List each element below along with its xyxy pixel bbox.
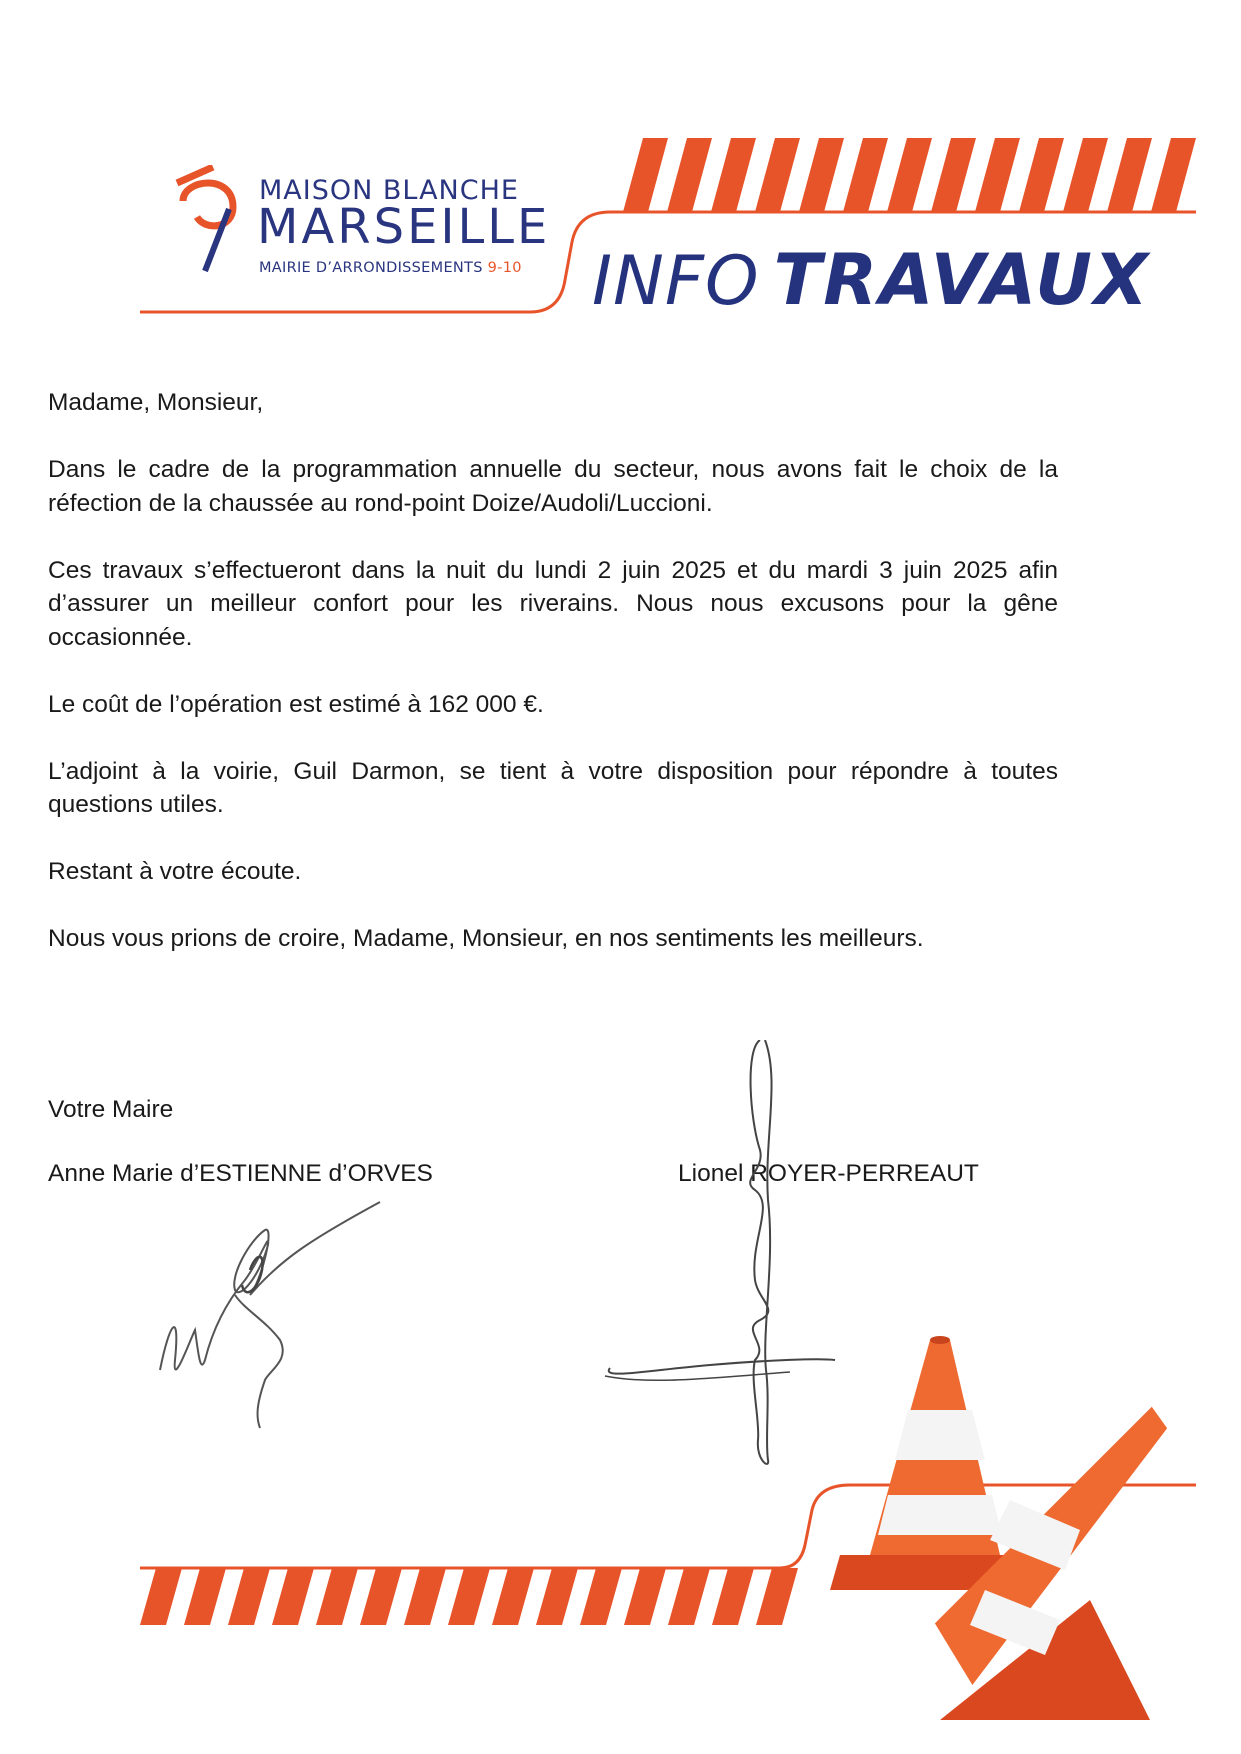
logo-subtitle xyxy=(259,260,522,276)
letter-body xyxy=(48,386,1058,989)
paragraph-contact: L’adjoint à la voirie, Guil Darmon, se tient à votre disposition pour répondre à toutes questions utiles. xyxy=(48,757,1058,818)
logo-city-name: MARSEILLE xyxy=(257,199,551,255)
paragraph-listening: Restant à votre écoute. xyxy=(48,858,302,885)
logo-subtitle-text: MAIRIE D’ARRONDISSEMENTS xyxy=(259,260,488,276)
nine-ten-logo-icon xyxy=(175,165,245,275)
banner-info-text: INFO xyxy=(592,242,760,321)
logo-subtitle-number: 9-10 xyxy=(487,260,522,276)
info-travaux-banner xyxy=(592,239,1150,321)
paragraph-context: Dans le cadre de la programmation annuelle du secteur, nous avons fait le choix de la réfection de la chaussée au rond-point Doize/Audoli/Luccioni. xyxy=(48,456,1058,517)
logo-title-line: MAISON BLANCHE xyxy=(259,175,519,206)
mairie-logo xyxy=(175,165,551,285)
paragraph-regards: Nous vous prions de croire, Madame, Monsieur, en nos sentiments les meilleurs. xyxy=(48,925,924,952)
banner-travaux-text: TRAVAUX xyxy=(773,239,1150,321)
paragraph-cost: Le coût de l’opération est estimé à 162 000 €. xyxy=(48,690,544,718)
salutation: Madame, Monsieur, xyxy=(48,389,264,416)
standing-cone-icon xyxy=(830,1336,1020,1590)
footer-cones-graphic xyxy=(0,1300,1241,1754)
signatory-second: Lionel ROYER-PERREAUT xyxy=(678,1160,979,1187)
signatory-mayor: Anne Marie d’ESTIENNE d’ORVES xyxy=(48,1160,433,1187)
closing-line: Votre Maire xyxy=(48,1096,174,1123)
paragraph-schedule: Ces travaux s’effectueront dans la nuit du lundi 2 juin 2025 et du mardi 3 juin 2025 afin d’assurer un meilleur confort pour les riverains. Nous nous excusons pour la gêne occasionnée. xyxy=(48,556,1058,651)
